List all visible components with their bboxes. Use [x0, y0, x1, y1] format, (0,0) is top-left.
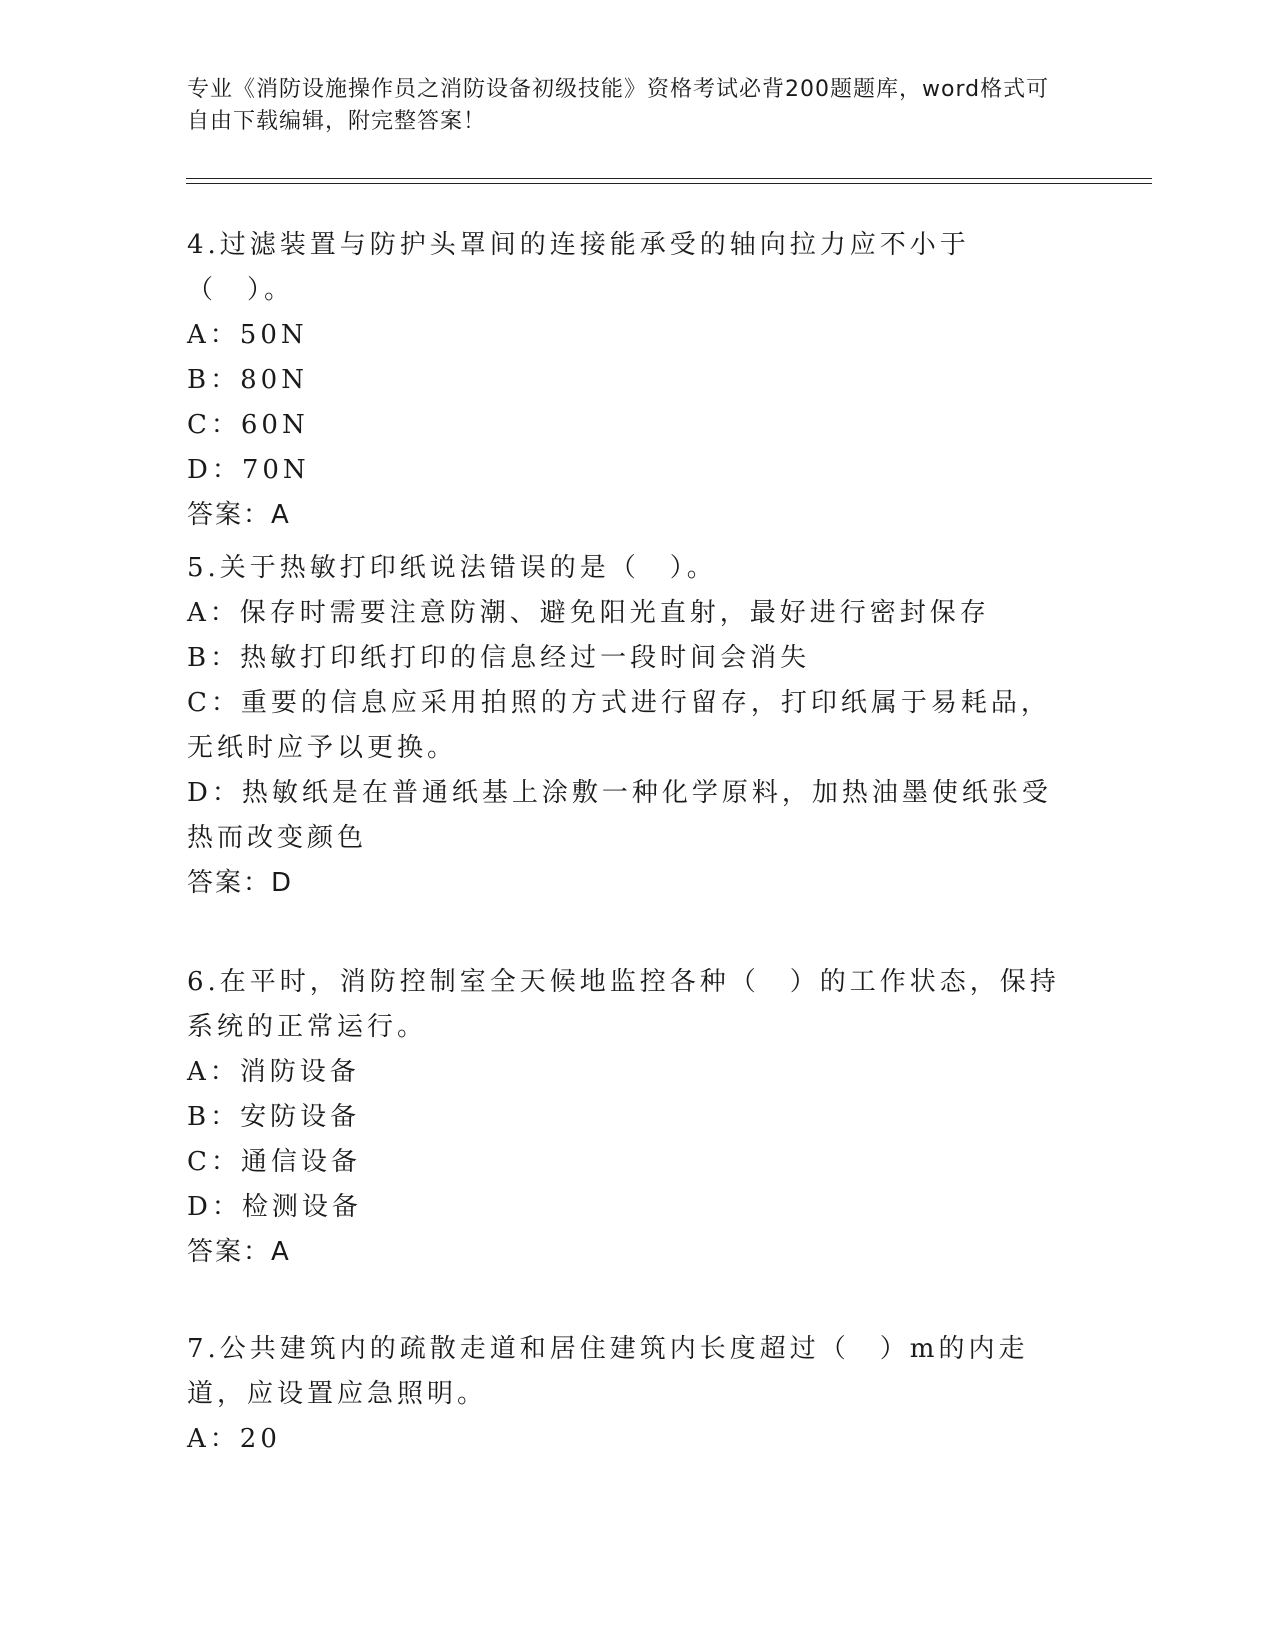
option-b: B：80N: [187, 365, 308, 395]
question-stem: 5.关于热敏打印纸说法错误的是（ ）。: [187, 553, 717, 583]
option-c: C：通信设备: [187, 1147, 361, 1177]
option-b: B：热敏打印纸打印的信息经过一段时间会消失: [187, 643, 811, 673]
option-a: A：消防设备: [187, 1057, 360, 1087]
question-7: [187, 1327, 1087, 1462]
question-6: [187, 960, 1087, 1275]
question-stem: 6.在平时，消防控制室全天候地监控各种（ ）的工作状态，保持系统的正常运行。: [187, 967, 1060, 1042]
answer-line: 答案：A: [187, 500, 291, 530]
header-divider-bottom: [186, 183, 1152, 184]
option-d: D：70N: [187, 455, 310, 485]
question-stem: 7.公共建筑内的疏散走道和居住建筑内长度超过（ ）m的内走道，应设置应急照明。: [187, 1334, 1029, 1409]
answer-line: 答案：A: [187, 1237, 291, 1267]
header-divider-top: [186, 178, 1152, 179]
question-stem: 4.过滤装置与防护头罩间的连接能承受的轴向拉力应不小于（ ）。: [187, 230, 970, 305]
option-c: C：重要的信息应采用拍照的方式进行留存，打印纸属于易耗品，无纸时应予以更换。: [187, 688, 1051, 763]
option-c: C：60N: [187, 410, 309, 440]
question-5: [187, 546, 1087, 906]
option-a: A：20: [187, 1424, 281, 1454]
document-header: 专业《消防设施操作员之消防设备初级技能》资格考试必背200题题库，word格式可自由下载编辑，附完整答案！: [187, 77, 1050, 134]
option-d: D：检测设备: [187, 1192, 362, 1222]
option-d: D：热敏纸是在普通纸基上涂敷一种化学原料，加热油墨使纸张受热而改变颜色: [187, 778, 1052, 853]
question-4: [187, 223, 1087, 538]
option-a: A：保存时需要注意防潮、避免阳光直射，最好进行密封保存: [187, 598, 990, 628]
option-b: B：安防设备: [187, 1102, 361, 1132]
option-a: A：50N: [187, 320, 308, 350]
answer-line: 答案：D: [187, 868, 294, 898]
